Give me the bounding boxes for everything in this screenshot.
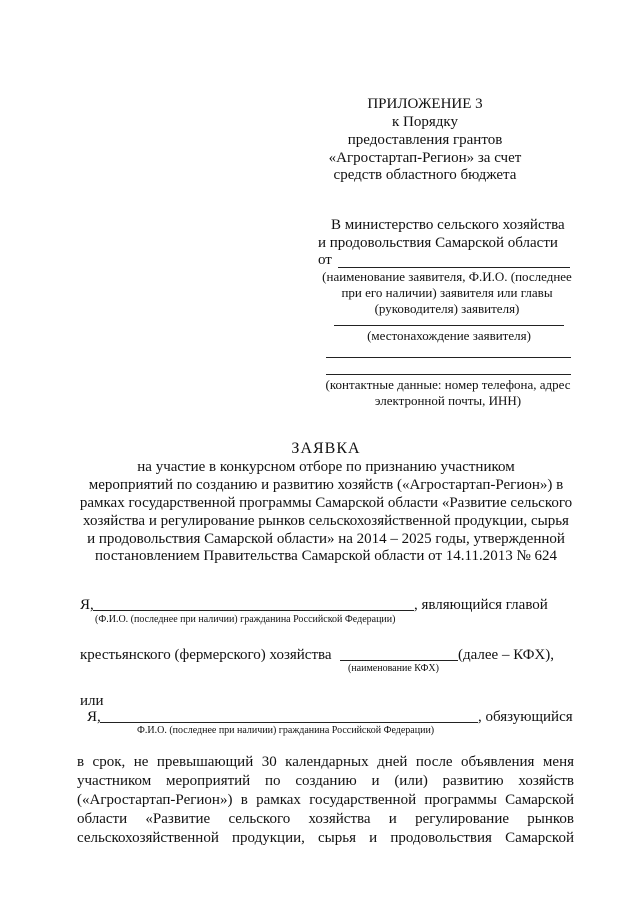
- heading-line-5: и продовольствия Самарской области» на 2014 – 2025 годы, утвержденной: [87, 531, 565, 547]
- fio-hint-1: (Ф.И.О. (последнее при наличии) гражданина Российской Федерации): [95, 614, 396, 625]
- appendix-line-1: к Порядку: [392, 114, 458, 130]
- head-suffix: , являющийся главой: [414, 597, 548, 613]
- addressee-line-1: В министерство сельского хозяйства: [331, 217, 565, 233]
- heading-line-1: на участие в конкурсном отборе по признанию участником: [137, 459, 515, 475]
- body-line-2: участником мероприятий по созданию и (или) развитию хозяйств: [77, 773, 574, 789]
- fio-field-2[interactable]: [100, 722, 478, 723]
- kfh-hint: (наименование КФХ): [348, 663, 439, 674]
- or-label: или: [80, 693, 104, 709]
- applicant-hint-2: при его наличии) заявителя или главы: [341, 285, 553, 300]
- application-title: ЗАЯВКА: [291, 440, 361, 457]
- appendix-title: ПРИЛОЖЕНИЕ 3: [367, 96, 483, 112]
- contacts-hint-2: электронной почты, ИНН): [374, 393, 522, 408]
- location-hint: (местонахождение заявителя): [367, 328, 531, 343]
- body-line-4: области «Развитие сельского хозяйства и регулирование рынков: [77, 811, 574, 827]
- body-line-5: сельскохозяйственной продукции, сырья и продовольствия Самарской: [77, 830, 574, 846]
- appendix-line-2: предоставления грантов: [347, 132, 503, 148]
- applicant-hint-3: (руководителя) заявителя): [374, 301, 520, 316]
- contacts-line-1: [326, 357, 571, 358]
- contacts-hint-1: (контактные данные: номер телефона, адрес: [325, 377, 571, 392]
- fio-hint-2: Ф.И.О. (последнее при наличии) гражданина Российской Федерации): [137, 725, 435, 736]
- location-line: [334, 325, 564, 326]
- heading-line-2: мероприятий по созданию и развитию хозяйств («Агростартап-Регион») в: [88, 477, 564, 493]
- fio-field-1[interactable]: [93, 610, 414, 611]
- body-line-1: в срок, не превышающий 30 календарных дней после объявления меня: [77, 754, 574, 770]
- heading-line-6: постановлением Правительства Самарской области от 14.11.2013 № 624: [94, 548, 558, 564]
- from-label: от: [318, 252, 332, 268]
- kfh-prefix: крестьянского (фермерского) хозяйства: [80, 647, 332, 663]
- oblige-suffix: , обязующийся: [478, 709, 573, 725]
- appendix-line-3: «Агростартап-Регион» за счет: [328, 150, 522, 166]
- ya-label-1: Я,: [80, 597, 94, 613]
- ya-label-2: Я,: [87, 709, 101, 725]
- applicant-name-line: [338, 267, 570, 268]
- appendix-line-4: средств областного бюджета: [333, 167, 517, 183]
- body-line-3: («Агростартап-Регион») в рамках государственной программы Самарской: [77, 792, 574, 808]
- heading-line-3: рамках государственной программы Самарской области «Развитие сельского: [79, 495, 573, 511]
- contacts-line-2: [326, 374, 571, 375]
- kfh-name-field[interactable]: [340, 660, 458, 661]
- heading-line-4: хозяйства и регулирование рынков сельскохозяйственной продукции, сырья: [83, 513, 569, 529]
- addressee-line-2: и продовольствия Самарской области: [318, 235, 558, 251]
- kfh-suffix: (далее – КФХ),: [458, 647, 554, 663]
- applicant-hint-1: (наименование заявителя, Ф.И.О. (последнее: [322, 269, 572, 284]
